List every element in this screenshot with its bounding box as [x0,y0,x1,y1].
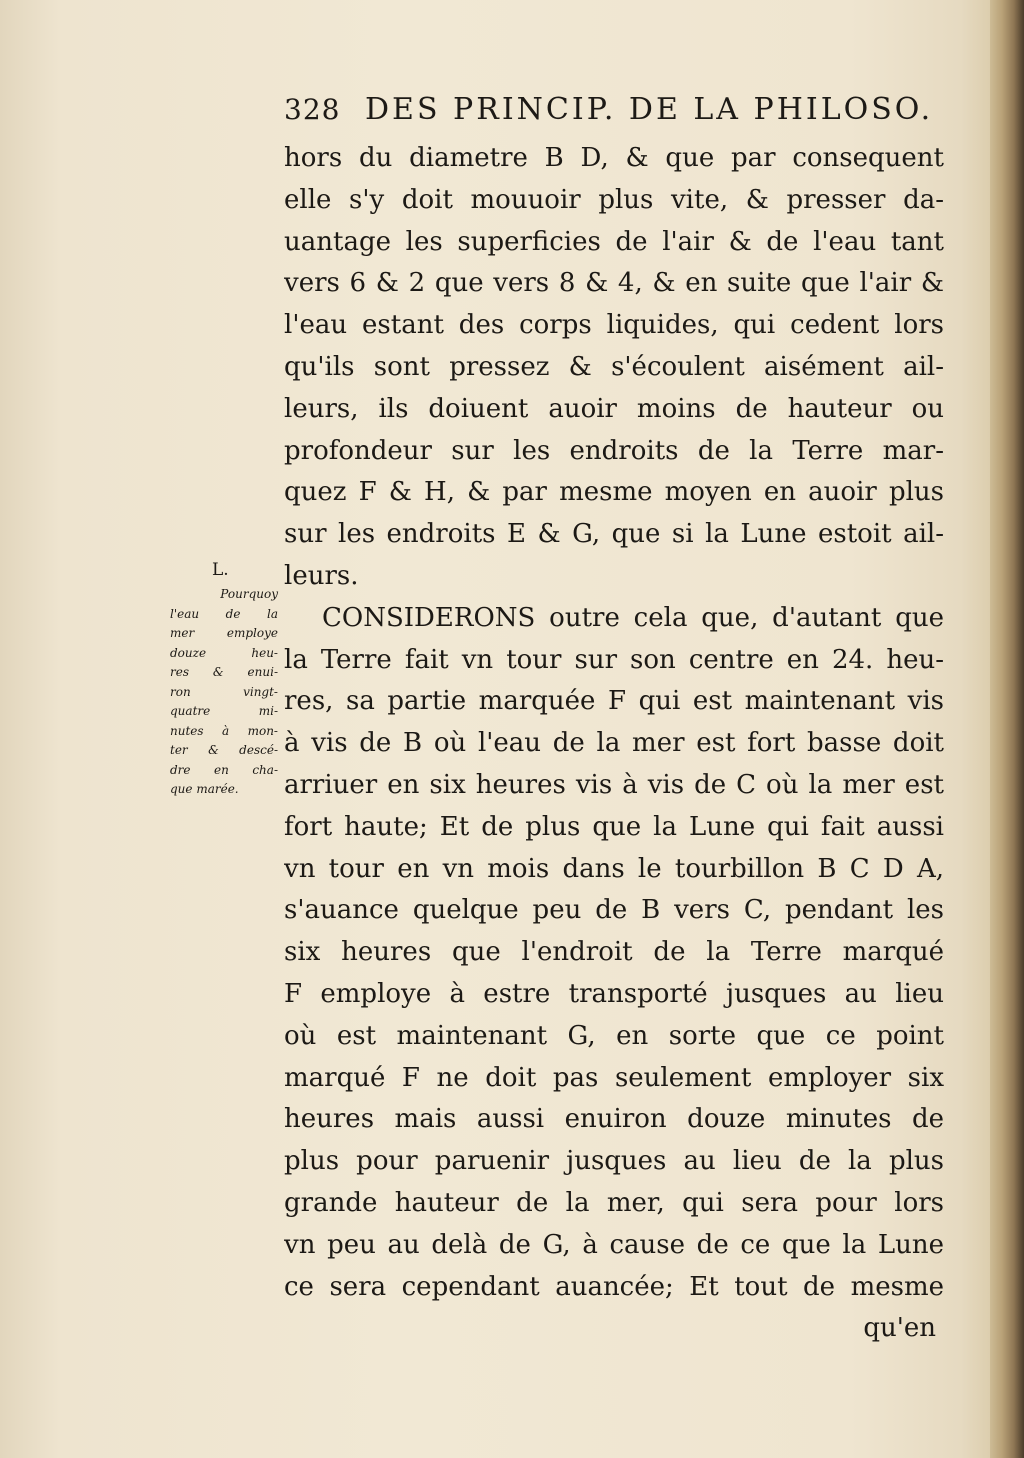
body-line: à vis de B où l'eau de la mer est fort basse doit [284,728,944,759]
body-line: vn tour en vn mois dans le tourbillon B C D A, [284,853,944,884]
catchword: qu'en [863,1313,936,1344]
margin-note-line: quatre mi- [170,704,278,718]
page-number: 328 [284,93,341,126]
margin-note-line: Pourquoy [220,587,278,601]
body-line: fort haute; Et de plus que la Lune qui fait aussi [284,811,944,842]
running-title: DES PRINCIP. DE LA PHILOSO. [365,92,934,127]
body-line: la Terre fait vn tour sur son centre en 24. heu- [284,644,944,675]
body-line: leurs. [284,560,359,591]
running-header [284,92,954,136]
body-line: ce sera cependant auancée; Et tout de mesme [284,1271,944,1302]
body-line: CONSIDERONS outre cela que, d'autant que [322,602,944,633]
body-line: quez F & H, & par mesme moyen en auoir plus [284,477,944,508]
margin-note-line: nutes à mon- [170,723,278,738]
body-line: six heures que l'endroit de la Terre marqué [284,937,944,968]
margin-note [170,585,278,800]
body-line: l'eau estant des corps liquides, qui cedent lors [284,310,944,341]
body-text [284,138,944,1350]
body-line: vn peu au delà de G, à cause de ce que la Lune [284,1229,944,1260]
body-line: sur les endroits E & G, que si la Lune estoit ail- [284,519,944,550]
section-number: L. [212,560,229,580]
body-line: vers 6 & 2 que vers 8 & 4, & en suite que l'air & [284,268,944,299]
body-line: où est maintenant G, en sorte que ce point [284,1020,944,1051]
body-line: grande hauteur de la mer, qui sera pour lors [284,1187,944,1218]
body-line: s'auance quelque peu de B vers C, pendant les [284,895,944,926]
margin-note-line: l'eau de la [170,606,278,621]
body-line: hors du diametre B D, & que par consequent [284,143,944,173]
margin-note-line: mer employe [170,626,278,640]
body-line: marqué F ne doit pas seulement employer six [284,1062,944,1093]
margin-note-line: dre en cha- [170,762,278,777]
margin-note-line: res & enui- [170,665,278,679]
body-line: arriuer en six heures vis à vis de C où la mer est [284,769,944,800]
margin-note-line: douze heu- [170,645,278,660]
body-line: plus pour paruenir jusques au lieu de la plus [284,1146,944,1177]
body-line: profondeur sur les endroits de la Terre mar- [284,435,944,466]
margin-note-line: que marée. [170,782,239,796]
body-line: leurs, ils doiuent auoir moins de hauteur ou [284,393,944,424]
body-line: heures mais aussi enuiron douze minutes de [284,1104,944,1135]
margin-note-line: ron vingt- [170,684,278,699]
body-line: qu'ils sont pressez & s'écoulent aisément ail- [284,351,944,382]
body-line: res, sa partie marquée F qui est maintenant vis [284,686,944,717]
margin-note-line: ter & descé- [170,743,278,757]
page-edge-shadow [990,0,1024,1458]
body-line: elle s'y doit mouuoir plus vite, & presser da- [284,184,944,215]
body-line: uantage les superficies de l'air & de l'eau tant [284,226,944,257]
body-line: F employe à estre transporté jusques au lieu [284,978,944,1009]
